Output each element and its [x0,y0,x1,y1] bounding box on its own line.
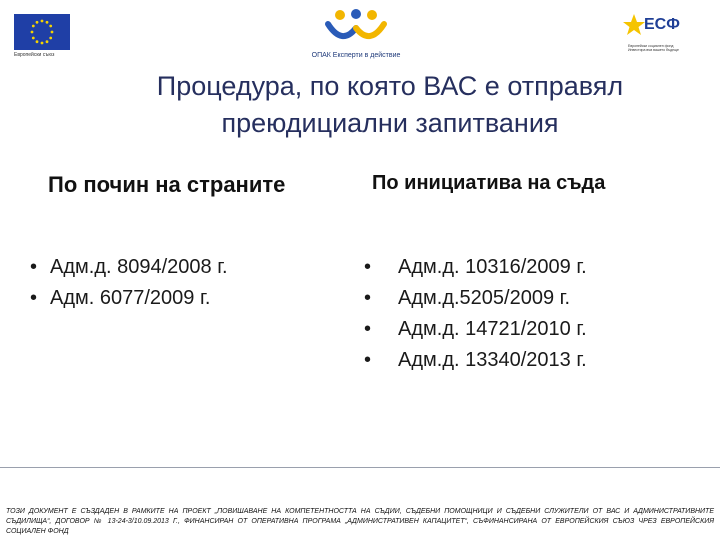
title-line-2: преюдициални запитвания [221,108,559,138]
eu-stars-icon [14,14,70,50]
title-line-1: Процедура, по която ВАС е отправял [156,71,624,101]
esf-star-icon [622,12,646,40]
list-item [364,252,587,283]
esf-logo [622,12,686,58]
esf-text: ЕСФ [644,16,680,33]
bullet-icon: • [30,287,38,309]
esf-caption: Европейски социален фонд Инвестира във вашето бъдеще [628,44,679,52]
bullet-icon: • [364,318,372,340]
right-case-list [364,252,587,376]
case-label: Адм.д. 14721/2010 г. [398,318,587,340]
case-label: Адм.д.5205/2009 г. [398,287,571,309]
list-item [30,252,228,283]
left-column-heading: По почин на страните [48,172,286,197]
list-item [364,283,587,314]
bullet-icon: • [364,287,372,309]
case-label: Адм.д. 13340/2013 г. [398,349,587,371]
right-column-heading: По инициатива на съда [372,172,606,194]
case-label: Адм.д. 10316/2009 г. [398,256,587,278]
case-label: Адм. 6077/2009 г. [50,287,211,309]
opak-caption: ОПАК Експерти в действие [311,52,401,59]
list-item [30,283,228,314]
left-case-list [30,252,228,314]
case-label: Адм.д. 8094/2008 г. [50,256,228,278]
eu-logo [14,14,70,58]
eu-caption: Европейски съюз [14,52,55,58]
footer-disclaimer: ТОЗИ ДОКУМЕНТ Е СЪЗДАДЕН В РАМКИТЕ НА ПРОЕКТ „ПОВИШАВАНЕ НА КОМПЕТЕНТНОСТТА НА СЪДИИ, СЪДЕБНИ ПОМОЩНИЦИ И СЪДЕБНИ СЛУЖИТЕЛИ ОТ ВАС И АДМИНИСТРАТИВНИТЕ СЪДИЛИЩА“, ДОГОВОР № 13-24-3/10.09.2013 Г., ФИНАНСИРАН ОТ ОПЕРАТИВНА ПРОГРАМА „АДМИНИСТРАТИВЕН КАПАЦИТЕТ“, СЪФИНАНСИРАНА ОТ ЕВРОПЕЙСКИЯ СЪЮЗ ЧРЕЗ ЕВРОПЕЙСКИЯ СОЦИАЛЕН ФОНД [6,508,714,535]
eu-flag-icon [14,14,70,50]
bullet-icon: • [30,256,38,278]
opak-logo-icon [316,8,396,46]
list-item [364,314,587,345]
bullet-icon: • [364,256,372,278]
list-item [364,345,587,376]
footer-divider [0,467,720,468]
page-title [60,68,720,142]
bullet-icon: • [364,349,372,371]
opak-logo [306,8,406,60]
